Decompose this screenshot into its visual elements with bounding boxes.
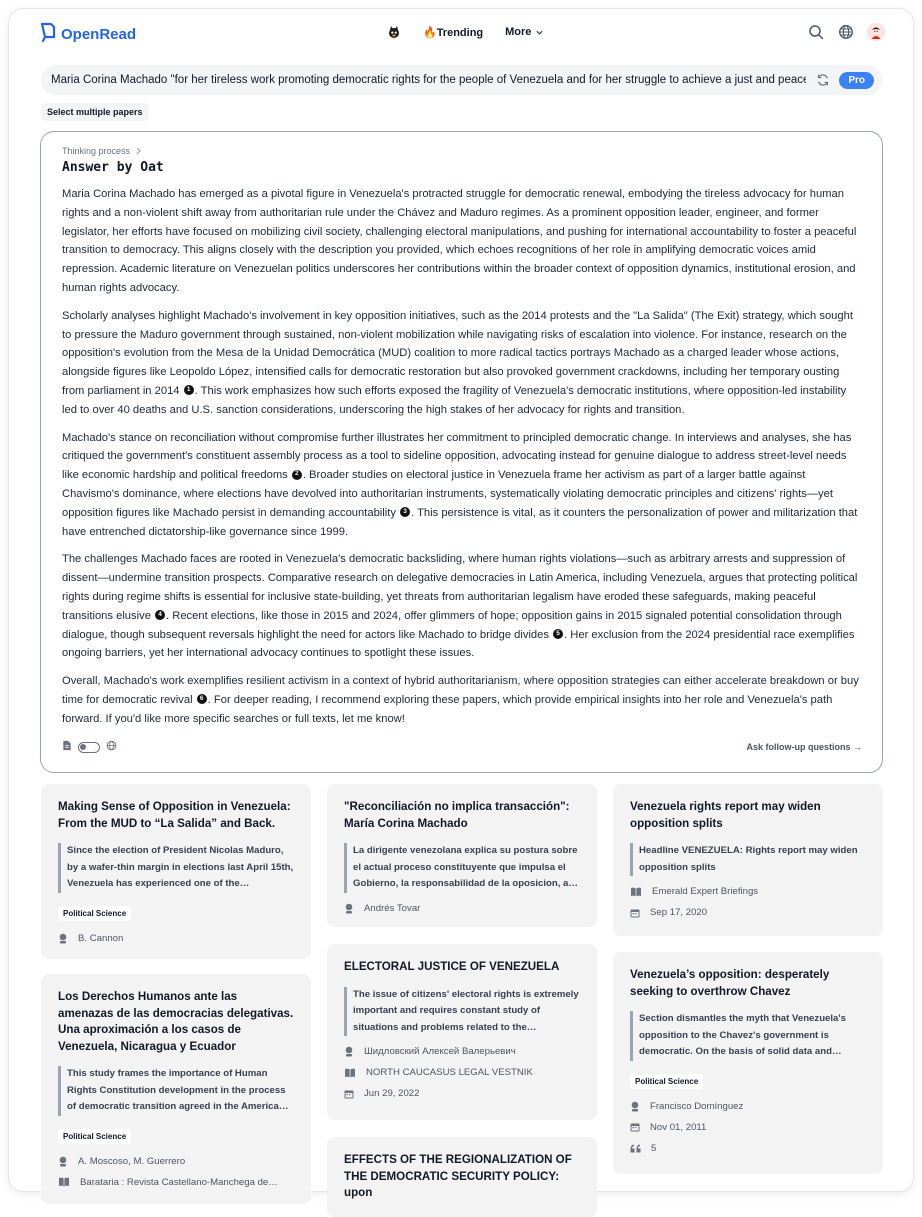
select-multiple-papers-button[interactable]: Select multiple papers: [41, 103, 149, 121]
citation-marker[interactable]: 1: [184, 385, 194, 395]
toggle-switch[interactable]: [78, 742, 100, 753]
paper-title: EFFECTS OF THE REGIONALIZATION OF THE DEMOCRATIC SECURITY POLICY: upon: [344, 1153, 572, 1199]
mascot-icon[interactable]: [387, 25, 401, 39]
paper-title: Making Sense of Opposition in Venezuela: From the MUD to “La Salida” and Back.: [58, 800, 291, 830]
chevron-right-icon: [135, 147, 142, 155]
paper-citations: 5: [630, 1143, 867, 1154]
citation-marker[interactable]: 4: [155, 610, 165, 620]
search-input[interactable]: [51, 74, 806, 86]
answer-paragraph: Scholarly analyses highlight Machado's involvement in key opposition initiatives, such as the 2014 protests and the "La Salida" (The Exit) strategy, which sought to pressure the Maduro government through sustained, non-violent mobilization while navigating risks of escalation into violence. For instance, research on the opposition's evolution from the Mesa de la Unidad Democrática (MUD) coalition to more radical tactics portrays Machado as a charged leader whose actions, alongside figures like Leopoldo López, intensified calls for democratic restoration but also provoked government crackdowns, including her temporary ousting from parliament in 2014 1 . This work emphasizes how such efforts exposed the fragility of Venezuela's democratic institutions, where opposition-led instability led to over 40 deaths and U.S. sanction considerations, underscoring the high stakes of her advocacy for rights and transition.: [62, 309, 853, 416]
answer-paragraph: The challenges Machado faces are rooted in Venezuela's democratic backsliding, where human rights violations—such as arbitrary arrests and suppression of dissent—undermine transition prospects. Comparative research on delegative democracies in Latin America, including Venezuela, argues that protecting political rights during regime shifts is essential for inclusive state-building, yet threats from authoritarian legalism have eroded these safeguards, making peaceful transitions elusive 4 . Recent elections, like those in 2015 and 2024, offer glimmers of hope; opposition gains in 2015 signaled potential consolidation through dialogue, though subsequent reversals highlight the need for actors like Machado to bridge divides 5 . Her exclusion from the 2024 presidential race exemplifies ongoing barriers, yet her international advocacy continues to spotlight these issues.: [62, 553, 858, 660]
app-window: [9, 9, 913, 1199]
top-nav: [387, 25, 544, 39]
field-tag: Political Science: [58, 906, 131, 921]
paper-card[interactable]: [327, 944, 597, 1120]
paper-date: Jun 29, 2022: [344, 1088, 581, 1099]
paper-title: Venezuela’s opposition: desperately seeking to overthrow Chavez: [630, 968, 830, 998]
paper-card[interactable]: [41, 784, 311, 959]
author-icon: [344, 903, 354, 914]
search-bar: [41, 65, 882, 95]
paper-card[interactable]: [613, 784, 883, 936]
paper-snippet: This study frames the importance of Human Rights Constitution development in the process of democratic transition agreed in the America…: [58, 1066, 295, 1116]
paper-title: ELECTORAL JUSTICE OF VENEZUELA: [344, 960, 560, 973]
paper-snippet: Section dismantles the myth that Venezuela's opposition to the Chavez's government is democratic. On the basis of solid data and…: [630, 1011, 867, 1061]
calendar-icon: [630, 1122, 640, 1132]
author-icon: [58, 933, 68, 944]
search-icon[interactable]: [807, 24, 824, 41]
paper-date: Nov 01, 2011: [630, 1122, 867, 1133]
paper-snippet: Since the election of President Nicolas Maduro, by a wafer-thin margin in elections last April 15th, Venezuela has experienced one of the…: [58, 843, 295, 893]
paper-date: Sep 17, 2020: [630, 907, 867, 918]
paper-title: Los Derechos Humanos ante las amenazas de las democracias delegativas. Una aproximación a los casos de Venezuela, Nicaragua y Ecuador: [58, 990, 294, 1053]
paper-author: Шидловский Алексей Валерьевич: [344, 1046, 581, 1057]
nav-more-label: More: [505, 26, 532, 38]
header-actions: [807, 23, 885, 41]
ask-follow-up-button[interactable]: Ask follow-up questions →: [746, 742, 862, 752]
paper-title: "Reconciliación no implica transacción": María Corina Machado: [344, 800, 570, 830]
nav-more[interactable]: [505, 26, 544, 38]
answer-title: Answer by Oat: [62, 160, 164, 175]
paper-snippet: The issue of citizens' electoral rights is extremely important and requires constant study of situations and problems related to the…: [344, 987, 581, 1037]
pro-toggle-button[interactable]: Pro: [839, 72, 874, 89]
logo-text: OpenRead: [61, 26, 137, 43]
answer-paragraph: Machado's stance on reconciliation without compromise further illustrates her commitment to principled democratic change. In interviews and analyses, she has critiqued the government's constituent assembly process as a tool to sideline opposition, advocating instead for genuine dialogue to address street-level needs like economic hardship and political freedoms 2 . Broader studies on electoral justice in Venezuela frame her activism as part of a larger battle against Chavismo's dominance, where elections have devolved into authoritarian instruments, systematically violating democratic principles and citizens' rights—yet opposition figures like Machado persist in demanding accountability 3 . This persistence is vital, as it counters the personalization of power and militarization that have entrenched dictatorship-like governance since 1999.: [62, 431, 858, 538]
paper-source: NORTH CAUCASUS LEGAL VESTNIK: [344, 1067, 581, 1078]
chevron-down-icon: [535, 28, 544, 37]
citation-marker[interactable]: 3: [400, 507, 410, 517]
paper-snippet: Headline VENEZUELA: Rights report may widen opposition splits: [630, 843, 867, 876]
citation-marker[interactable]: 2: [292, 470, 302, 480]
paper-author: A. Moscoso, M. Guerrero: [58, 1156, 295, 1167]
paper-card[interactable]: [327, 1137, 597, 1217]
top-bar: [9, 9, 913, 61]
logo-icon: [39, 21, 57, 48]
paper-author: Andrés Tovar: [344, 903, 581, 914]
answer-tools: [62, 738, 117, 756]
paper-author: B. Cannon: [58, 933, 295, 944]
answer-footer: [62, 738, 862, 756]
paper-snippet: La dirigente venezolana explica su postura sobre el actual proceso constituyente que impulsa el Gobierno, la responsabilidad de la oposicion, a…: [344, 843, 581, 893]
nav-trending[interactable]: 🔥Trending: [423, 26, 484, 39]
answer-paragraph: Overall, Machado's work exemplifies resilient activism in a context of hybrid authoritarianism, where opposition strategies can either accelerate breakdown or buy time for democratic revival 6 . For deeper reading, I recommend exploring these papers, which provide empirical insights into her role and Venezuela's path forward. If you'd like more specific searches or full texts, let me know!: [62, 675, 859, 725]
paper-source: Barataria : Revista Castellano-Manchega de…: [58, 1177, 295, 1188]
refresh-icon[interactable]: [814, 72, 831, 89]
author-icon: [58, 1156, 68, 1167]
field-tag: Political Science: [630, 1074, 703, 1089]
paper-card[interactable]: [327, 784, 597, 927]
paper-title: Venezuela rights report may widen opposition splits: [630, 800, 821, 830]
globe-icon[interactable]: [106, 738, 117, 756]
answer-paragraph: Maria Corina Machado has emerged as a pivotal figure in Venezuela's protracted struggle for democratic renewal, embodying the tireless advocacy for human rights and a non-violent shift away from authoritarian rule under the Chávez and Maduro regimes. As a prominent opposition leader, engineer, and former legislator, her efforts have focused on mobilizing civil society, challenging electoral manipulations, and pushing for international accountability to foster a peaceful transition to democracy. This aligns closely with the description you provided, which echoes recognitions of her role in amplifying democratic voices amid repression. Academic literature on Venezuelan politics underscores her contributions within the broader context of opposition dynamics, institutional erosion, and human rights advocacy.: [62, 188, 857, 294]
book-icon: [58, 1177, 70, 1187]
paper-source: Emerald Expert Briefings: [630, 886, 867, 897]
author-icon: [344, 1046, 354, 1057]
thinking-process-label: Thinking process: [62, 146, 131, 156]
author-icon: [630, 1101, 640, 1112]
paper-card[interactable]: [613, 952, 883, 1174]
avatar[interactable]: [867, 23, 885, 41]
book-icon: [630, 887, 642, 897]
calendar-icon: [630, 908, 640, 918]
field-tag: Political Science: [58, 1129, 131, 1144]
globe-icon[interactable]: [837, 24, 854, 41]
paper-author: Francisco Domínguez: [630, 1101, 867, 1112]
citation-marker[interactable]: 6: [197, 694, 207, 704]
document-icon[interactable]: [62, 738, 72, 756]
logo[interactable]: [39, 21, 136, 48]
paper-card[interactable]: [41, 974, 311, 1204]
quote-icon: [630, 1144, 641, 1153]
calendar-icon: [344, 1089, 354, 1099]
citation-marker[interactable]: 5: [553, 629, 563, 639]
thinking-process-toggle[interactable]: [62, 146, 861, 156]
answer-card: [40, 131, 883, 773]
book-icon: [344, 1068, 356, 1078]
